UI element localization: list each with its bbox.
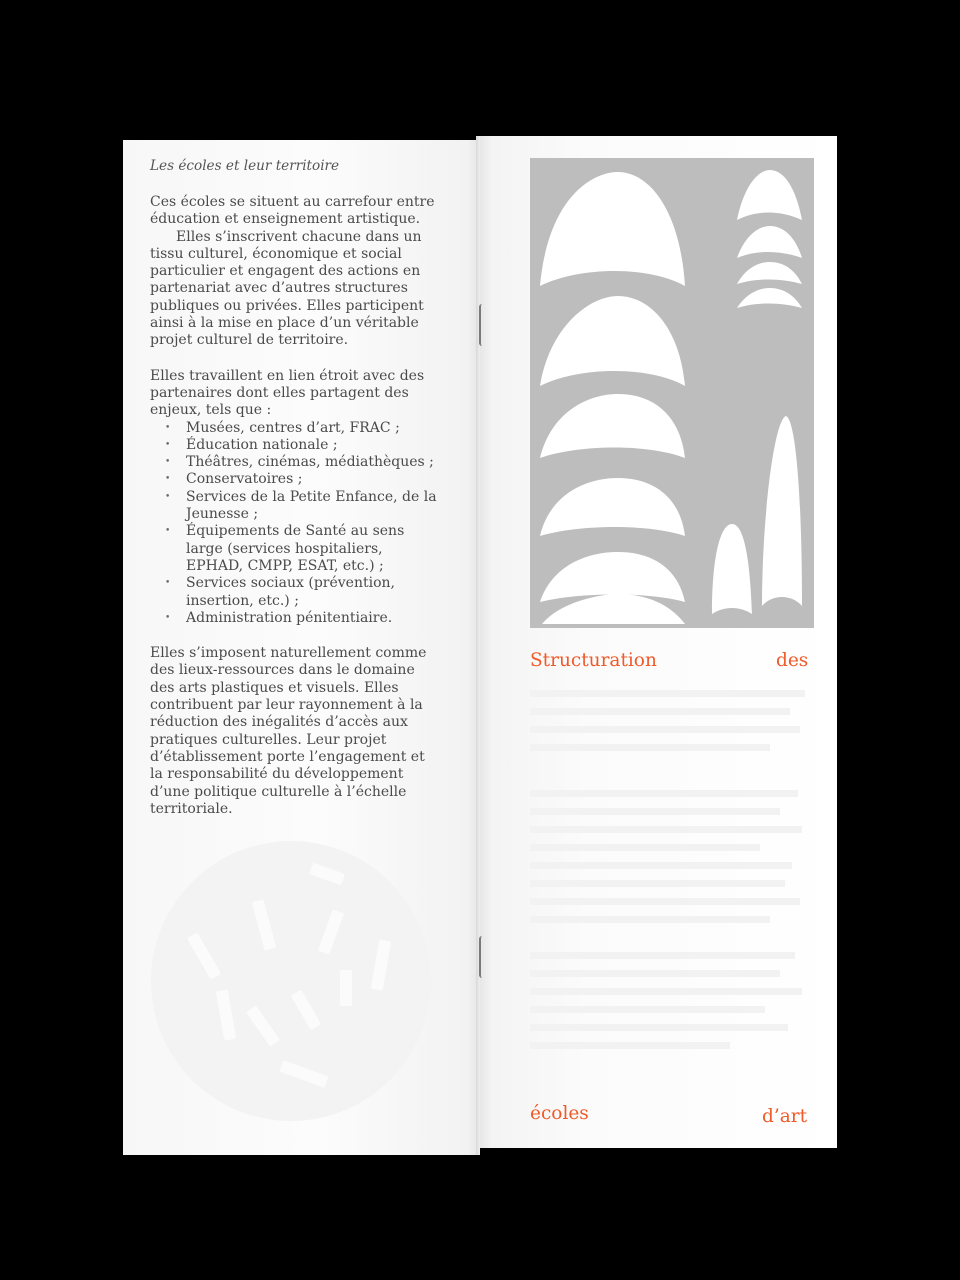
list-item: • Conservatoires ;	[186, 471, 440, 488]
title-word-ecoles: écoles	[530, 1103, 589, 1124]
title-word-structuration: Structuration	[530, 650, 657, 671]
title-word-des: des	[776, 650, 809, 671]
paragraph-1: Ces écoles se situent au carrefour entre éducation et enseignement artistique.	[150, 194, 435, 228]
list-item: • Équipements de Santé au sens large (services hospitaliers, EPHAD, CMPP, ESAT, etc.) ;	[186, 523, 440, 575]
staple-bottom	[479, 936, 486, 978]
spine-fold	[476, 136, 480, 1155]
list-item: • Éducation nationale ;	[186, 437, 440, 454]
left-body	[150, 194, 440, 818]
paragraph-4: Elles s’imposent naturellement comme des lieux-ressources dans le domaine des arts plastiques et visuels. Elles contribuent par leur rayonnement à la réduction des inégalités d’accès aux pratiques culturelles. Leur projet d’établissement porte l’engagement et la responsabilité du développement d’une politique culturelle à l’échelle territoriale.	[150, 645, 427, 817]
list-item: • Administration pénitentiaire.	[186, 610, 440, 627]
staple-top	[479, 304, 486, 346]
list-item: • Musées, centres d’art, FRAC ;	[186, 420, 440, 437]
list-item: • Services de la Petite Enfance, de la Jeunesse ;	[186, 489, 440, 524]
list-item: • Théâtres, cinémas, médiathèques ;	[186, 454, 440, 471]
dash-circle-illustration	[150, 840, 432, 1122]
paragraph-3: Elles travaillent en lien étroit avec des partenaires dont elles partagent des enjeux, tels que :	[150, 367, 425, 419]
arch-shapes-illustration	[530, 158, 814, 628]
paragraph-2: Elles s’inscrivent chacune dans un tissu culturel, économique et social particulier et engagent des actions en partenariat avec d’autres structures publiques ou privées. Elles participent ainsi à la mise en place d’un véritable projet culturel de territoire.	[150, 228, 424, 349]
partner-list	[150, 420, 440, 628]
list-item: • Services sociaux (prévention, insertion, etc.) ;	[186, 575, 440, 610]
section-heading: Les écoles et leur territoire	[150, 158, 340, 174]
title-word-dart: d’art	[762, 1106, 808, 1127]
show-through-text	[530, 690, 815, 1080]
